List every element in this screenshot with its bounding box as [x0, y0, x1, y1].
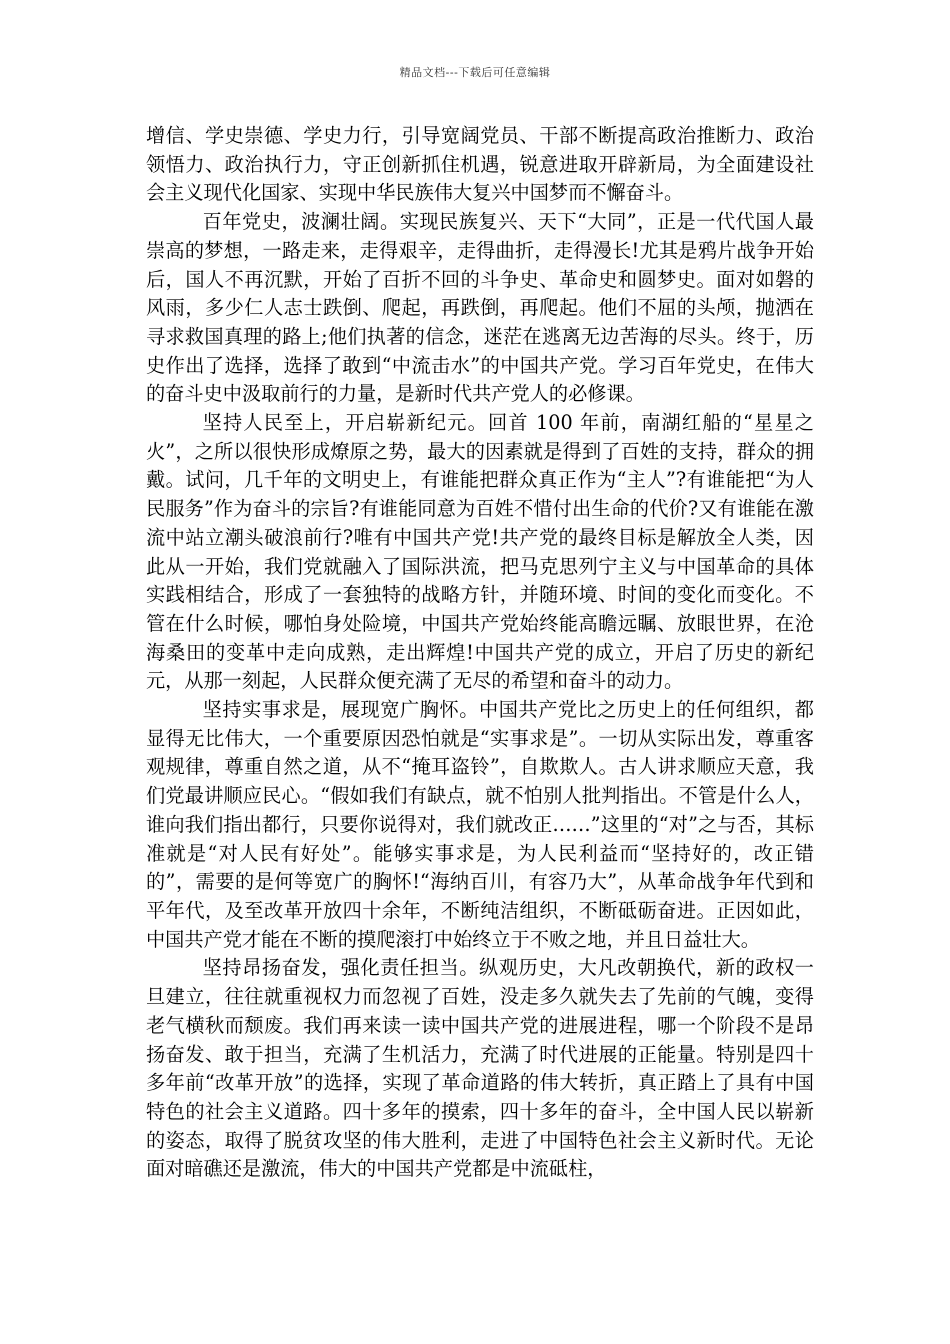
paragraph-seek-truth: 坚持实事求是，展现宽广胸怀。中国共产党比之历史上的任何组织，都显得无比伟大，一个重要原因恐怕就是“实事求是”。一切从实际出发，尊重客观规律，尊重自然之道，从不“掩耳盗铃”，自欺欺人。古人讲求顺应天意，我们党最讲顺应民心。“假如我们有缺点，就不怕别人批判指出。不管是什么人，谁向我们指出都行，只要你说得对，我们就改正……”这里的“对”之与否，其标准就是“对人民有好处”。能够实事求是，为人民利益而“坚持好的，改正错的”，需要的是何等宽广的胸怀!“海纳百川，有容乃大”，从革命战争年代到和平年代，及至改革开放四十余年，不断纯洁组织，不断砥砺奋进。正因如此，中国共产党才能在不断的摸爬滚打中始终立于不败之地，并且日益壮大。: [146, 698, 814, 951]
paragraph-continuation: 增信、学史崇德、学史力行，引导宽阔党员、干部不断提高政治推断力、政治领悟力、政治执行力，守正创新抓住机遇，锐意进取开辟新局，为全面建设社会主义现代化国家、实现中华民族伟大复兴中国梦而不懈奋斗。: [146, 124, 814, 205]
paragraph-people-first: 坚持人民至上，开启崭新纪元。回首 100 年前，南湖红船的“星星之火”，之所以很快形成燎原之势，最大的因素就是得到了百姓的支持，群众的拥戴。试问，几千年的文明史上，有谁能把群众真正作为“主人”?有谁能把“为人民服务”作为奋斗的宗旨?有谁能同意为百姓不惜付出生命的代价?又有谁能在激流中站立潮头破浪前行?唯有中国共产党!共产党的最终目标是解放全人类，因此从一开始，我们党就融入了国际洪流，把马克思列宁主义与中国革命的具体实践相结合，形成了一套独特的战略方针，并随环境、时间的变化而变化。不管在什么时候，哪怕身处险境，中国共产党始终能高瞻远瞩、放眼世界，在沧海桑田的变革中走向成熟，走出辉煌!中国共产党的成立，开启了历史的新纪元，从那一刻起，人民群众便充满了无尽的希望和奋斗的动力。: [146, 411, 814, 693]
paragraph-party-history: 百年党史，波澜壮阔。实现民族复兴、天下“大同”，正是一代代国人最崇高的梦想，一路走来，走得艰辛，走得曲折，走得漫长!尤其是鸦片战争开始后，国人不再沉默，开始了百折不回的斗争史、革命史和圆梦史。面对如磐的风雨，多少仁人志士跌倒、爬起，再跌倒，再爬起。他们不屈的头颅，抛洒在寻求救国真理的路上;他们执著的信念，迷茫在逃离无边苦海的尽头。终于，历史作出了选择，选择了敢到“中流击水”的中国共产党。学习百年党史，在伟大的奋斗史中汲取前行的力量，是新时代共产党人的必修课。: [146, 210, 814, 406]
page-header: 精品文档---下载后可任意编辑: [399, 66, 551, 79]
paragraph-enterprising-spirit: 坚持昂扬奋发，强化责任担当。纵观历史，大凡改朝换代，新的政权一旦建立，往往就重视权力而忽视了百姓，没走多久就失去了先前的气魄，变得老气横秋而颓废。我们再来读一读中国共产党的进展进程，哪一个阶段不是昂扬奋发、敢于担当，充满了生机活力，充满了时代进展的正能量。特别是四十多年前“改革开放”的选择，实现了革命道路的伟大转折，真正踏上了具有中国特色的社会主义道路。四十多年的摸索，四十多年的奋斗，全中国人民以崭新的姿态，取得了脱贫攻坚的伟大胜利，走进了中国特色社会主义新时代。无论面对暗礁还是激流，伟大的中国共产党都是中流砥柱，: [146, 956, 814, 1181]
document-body: [146, 122, 814, 1184]
